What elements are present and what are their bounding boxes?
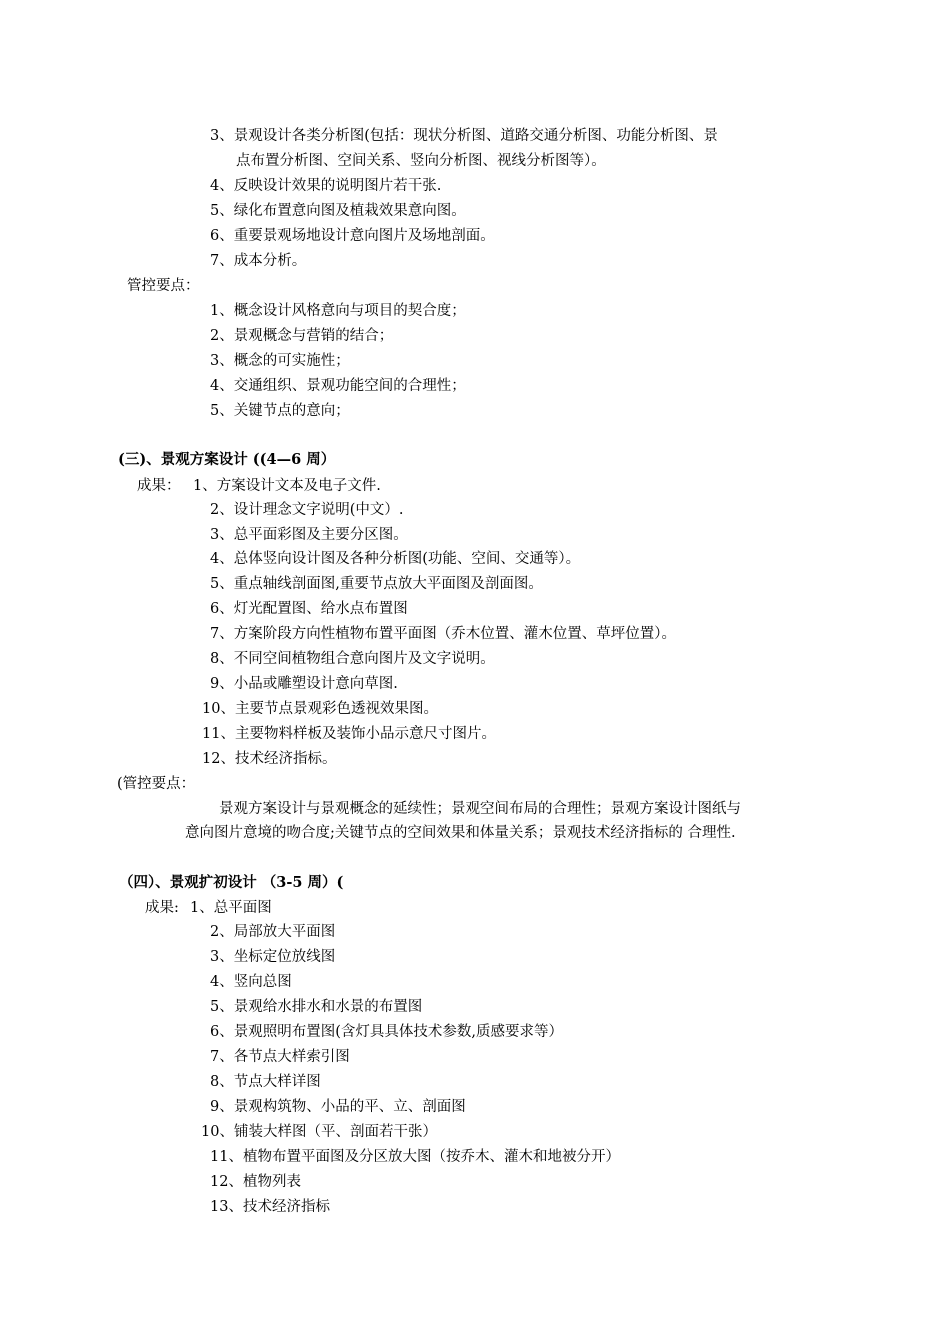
list-item: 4、总体竖向设计图及各种分析图(功能、空间、交通等）。 [210,551,581,567]
list-item: 11、植物布置平面图及分区放大图（按乔木、灌木和地被分开） [210,1149,620,1165]
list-item: 5、重点轴线剖面图,重要节点放大平面图及剖面图。 [210,576,543,592]
list-item: 12、技术经济指标。 [202,751,337,767]
list-item: 9、小品或雕塑设计意向草图. [210,676,398,692]
paragraph-line: 意向图片意境的吻合度;关键节点的空间效果和体量关系；景观技术经济指标的 合理性. [185,825,736,841]
list-item: 11、主要物料样板及装饰小品示意尺寸图片。 [202,726,496,742]
results-label: 成果: [145,900,179,916]
list-item: 2、设计理念文字说明(中文）. [210,502,404,518]
list-item: 10、主要节点景观彩色透视效果图。 [202,701,438,717]
list-item: 3、景观设计各类分析图(包括：现状分析图、道路交通分析图、功能分析图、景 [210,128,718,144]
list-item: 4、竖向总图 [210,974,292,990]
list-item: 12、植物列表 [210,1174,301,1190]
results-label: 成果： [137,478,181,494]
control-points-label: (管控要点： [117,776,196,792]
list-item: 7、成本分析。 [210,253,307,269]
list-item: 5、关键节点的意向； [210,403,350,419]
list-item: 3、概念的可实施性； [210,353,350,369]
list-item: 8、不同空间植物组合意向图片及文字说明。 [210,651,495,667]
list-item: 1、概念设计风格意向与项目的契合度； [210,303,466,319]
control-points-label: 管控要点： [127,278,200,294]
list-item: 1、总平面图 [190,900,272,916]
list-item: 6、灯光配置图、给水点布置图 [210,601,408,617]
section-heading: (三)、景观方案设计 ((4—6 周） [118,451,336,468]
list-item: 7、方案阶段方向性植物布置平面图（乔木位置、灌木位置、草坪位置）。 [210,626,676,642]
list-item: 6、景观照明布置图(含灯具具体技术参数,质感要求等） [210,1024,563,1040]
list-item: 9、景观构筑物、小品的平、立、剖面图 [210,1099,466,1115]
list-item: 3、总平面彩图及主要分区图。 [210,527,408,543]
list-item: 5、景观给水排水和水景的布置图 [210,999,423,1015]
paragraph-line: 景观方案设计与景观概念的延续性；景观空间布局的合理性；景观方案设计图纸与 [219,801,741,817]
list-item: 4、反映设计效果的说明图片若干张. [210,178,442,194]
list-item: 13、技术经济指标 [210,1199,330,1215]
list-item: 3、坐标定位放线图 [210,949,336,965]
list-item: 4、交通组织、景观功能空间的合理性； [210,378,466,394]
list-item: 2、景观概念与营销的结合； [210,328,394,344]
list-item-continuation: 点布置分析图、空间关系、竖向分析图、视线分析图等）。 [236,153,606,169]
list-item: 2、局部放大平面图 [210,924,336,940]
list-item: 5、绿化布置意向图及植栽效果意向图。 [210,203,466,219]
list-item: 10、铺装大样图（平、剖面若干张） [201,1124,437,1140]
list-item: 1、方案设计文本及电子文件. [193,478,381,494]
list-item: 8、节点大样详图 [210,1074,321,1090]
list-item: 7、各节点大样索引图 [210,1049,350,1065]
list-item: 6、重要景观场地设计意向图片及场地剖面。 [210,228,495,244]
section-heading: （四）、景观扩初设计 （3-5 周）( [119,874,344,891]
